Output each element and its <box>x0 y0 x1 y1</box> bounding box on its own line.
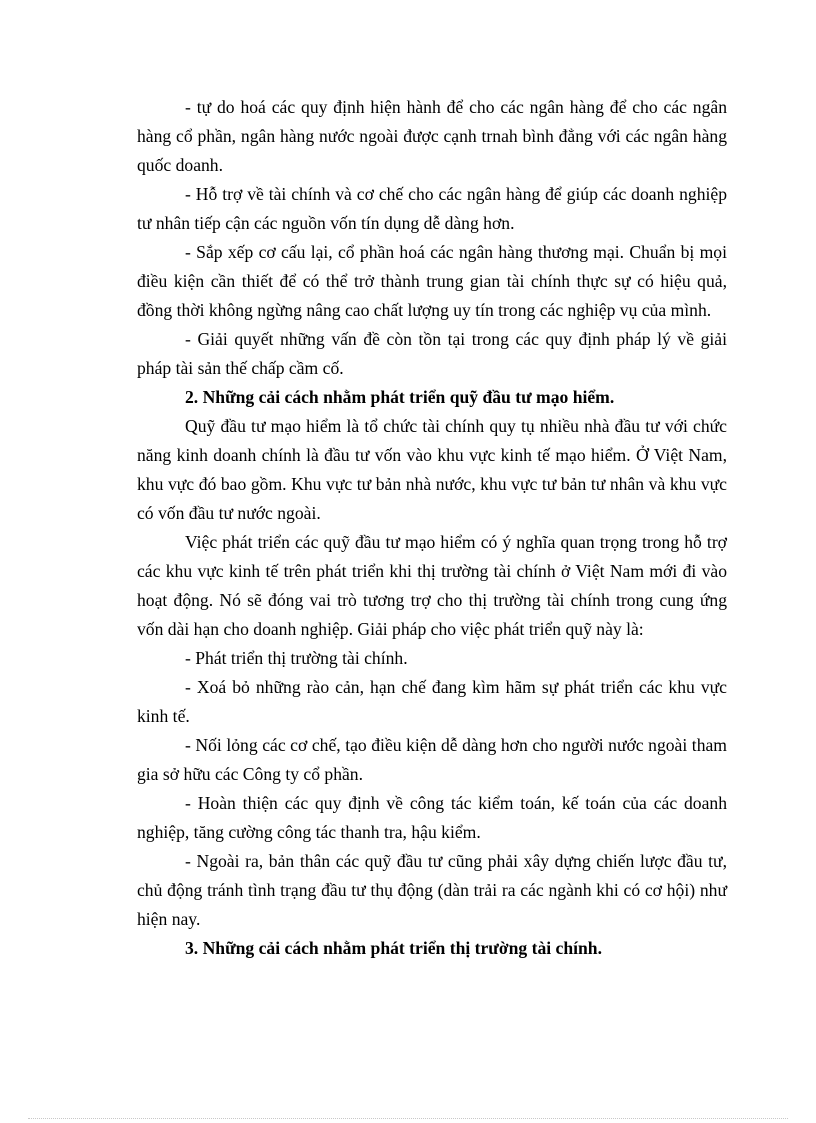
paragraph-financial-support: - Hỗ trợ về tài chính và cơ chế cho các ngân hàng để giúp các doanh nghiệp tư nhân tiếp cận các nguồn vốn tín dụng dễ dàng hơn. <box>137 184 727 233</box>
paragraph-venture-fund-definition: Quỹ đầu tư mạo hiểm là tổ chức tài chính quy tụ nhiều nhà đầu tư với chức năng kinh doanh chính là đầu tư vốn vào khu vực kinh tế mạo hiểm. Ở Việt Nam, khu vực đó bao gồm. Khu vực tư bản nhà nước, khu vực tư bản tư nhân và khu vực có vốn đầu tư nước ngoài. <box>137 416 727 523</box>
paragraph-venture-fund-importance: Việc phát triển các quỹ đầu tư mạo hiểm có ý nghĩa quan trọng trong hỗ trợ các khu vực kinh tế trên phát triển khi thị trường tài chính ở Việt Nam mới đi vào hoạt động. Nó sẽ đóng vai trò tương trợ cho thị trường tài chính trong cung ứng vốn dài hạn cho doanh nghiệp. Giải pháp cho việc phát triển quỹ này là: <box>137 532 727 639</box>
list-item-audit-regulations: - Hoàn thiện các quy định về công tác kiểm toán, kế toán của các doanh nghiệp, tăng cường công tác thanh tra, hậu kiểm. <box>137 793 727 842</box>
document-body <box>137 93 727 963</box>
list-item-develop-market: - Phát triển thị trường tài chính. <box>185 648 408 668</box>
paragraph-restructuring: - Sắp xếp cơ cấu lại, cổ phần hoá các ngân hàng thương mại. Chuẩn bị mọi điều kiện cần thiết để có thể trở thành trung gian tài chính thực sự có hiệu quả, đồng thời không ngừng nâng cao chất lượng uy tín trong các nghiệp vụ của mình. <box>137 242 727 320</box>
paragraph-legal-issues: - Giải quyết những vấn đề còn tồn tại trong các quy định pháp lý về giải pháp tài sản thế chấp cầm cố. <box>137 329 727 378</box>
section-heading-financial-market: 3. Những cải cách nhằm phát triển thị trường tài chính. <box>185 938 602 958</box>
paragraph-bank-liberalization: - tự do hoá các quy định hiện hành để cho các ngân hàng để cho các ngân hàng cổ phần, ngân hàng nước ngoài được cạnh trnah bình đẳng với các ngân hàng quốc doanh. <box>137 97 727 175</box>
list-item-loosen-mechanisms: - Nối lỏng các cơ chế, tạo điều kiện dễ dàng hơn cho người nước ngoài tham gia sở hữu các Công ty cổ phần. <box>137 735 727 784</box>
section-heading-venture-funds: 2. Những cải cách nhằm phát triển quỹ đầu tư mạo hiểm. <box>185 387 615 407</box>
list-item-remove-barriers: - Xoá bỏ những rào cản, hạn chế đang kìm hãm sự phát triển các khu vực kinh tế. <box>137 677 727 726</box>
list-item-fund-strategy: - Ngoài ra, bản thân các quỹ đầu tư cũng phải xây dựng chiến lược đầu tư, chủ động tránh tình trạng đầu tư thụ động (dàn trải ra các ngành khi có cơ hội) như hiện nay. <box>137 851 727 929</box>
page-bottom-divider <box>28 1118 788 1119</box>
